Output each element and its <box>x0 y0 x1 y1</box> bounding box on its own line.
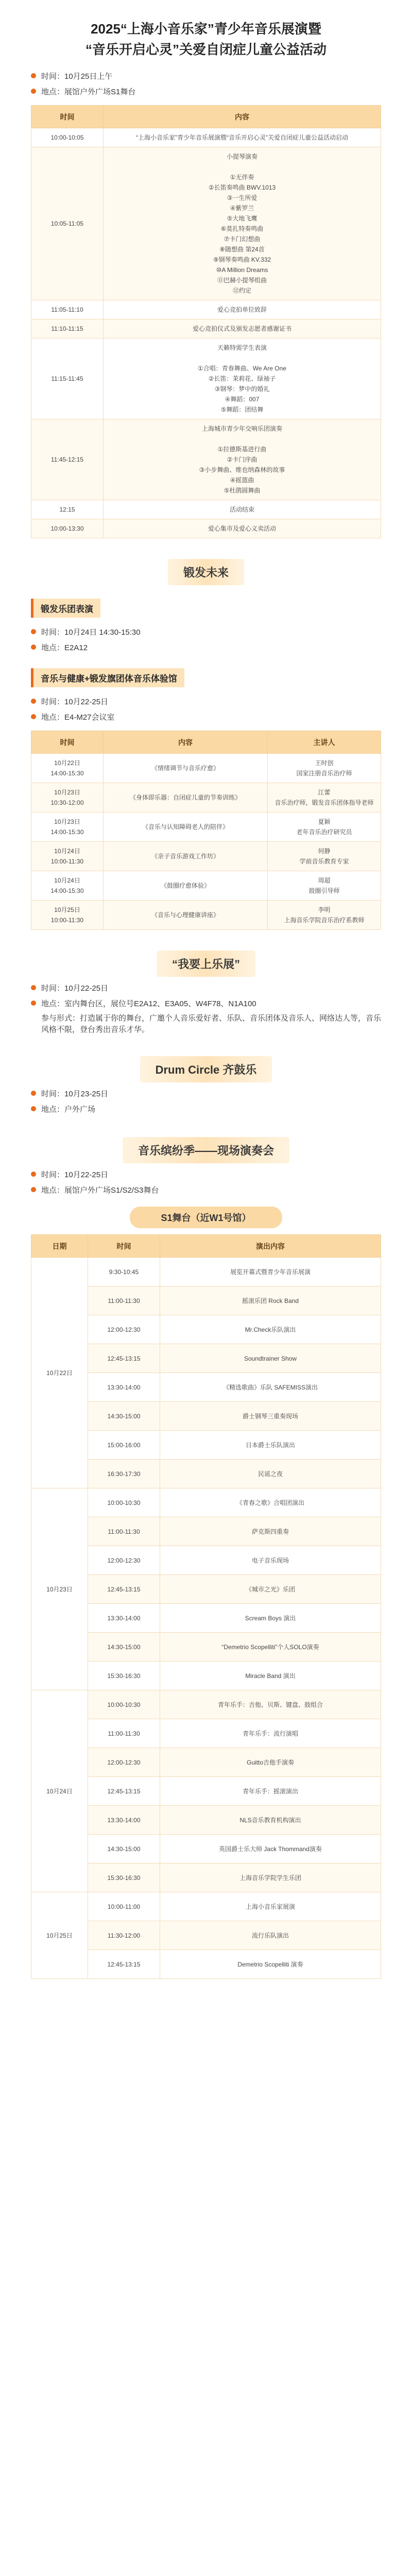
section-future <box>31 559 381 585</box>
table2-header-content: 内容 <box>104 731 268 754</box>
table3-cell-content: 萨克斯四重奏 <box>160 1517 381 1546</box>
event1-place-row <box>31 83 381 99</box>
section4-meta <box>0 1082 412 1116</box>
table3-cell-time: 11:30-12:00 <box>88 1921 160 1950</box>
table-row <box>31 319 381 338</box>
table3-cell-content: 日本爵士乐队演出 <box>160 1431 381 1460</box>
table3-cell-time: 12:45-13:15 <box>88 1575 160 1604</box>
table2-cell-time: 10月23日 14:00-15:30 <box>31 812 104 842</box>
table1-cell-time: 10:00-13:30 <box>31 519 104 538</box>
table1-cell-time: 11:10-11:15 <box>31 319 104 338</box>
table3-cell-content: 爵士钢琴三重奏现场 <box>160 1402 381 1431</box>
table3-cell-time: 14:30-15:00 <box>88 1402 160 1431</box>
section4-time: 时间：10月23-25日 <box>41 1089 109 1098</box>
schedule-table-1 <box>31 105 381 538</box>
table3-cell-time: 13:30-14:00 <box>88 1373 160 1402</box>
section-live-concert <box>31 1137 381 1163</box>
table2-header-time: 时间 <box>31 731 104 754</box>
table1-cell-content: 爱心集市及爱心义卖活动 <box>104 519 381 538</box>
table-row <box>31 500 381 519</box>
table2-cell-content: 《身体即乐器：自闭症儿童的节奏训练》 <box>104 783 268 812</box>
table-row <box>31 783 381 812</box>
event1-time-row <box>31 68 381 83</box>
sub-band-performance-title: 锻发乐团表演 <box>31 599 100 618</box>
sub1-meta <box>0 621 412 655</box>
table3-cell-content: Miracle Band 演出 <box>160 1662 381 1690</box>
table3-header-time: 时间 <box>88 1235 160 1258</box>
table-row <box>31 901 381 930</box>
table1-cell-content: 天籁特需学生表演 ①合唱：青春舞曲、We Are One ②长笛：茉莉花、绿袖子 ③钢琴：梦中的婚礼 ④舞蹈：007 ⑤舞蹈：团结舞 <box>104 338 381 419</box>
bullet-dot-icon <box>31 985 36 990</box>
bullet-dot-icon <box>31 1172 36 1177</box>
stage-s1-title: S1舞台（近W1号馆） <box>130 1207 282 1228</box>
sub2-meta <box>0 690 412 724</box>
table3-cell-time: 9:30-10:45 <box>88 1258 160 1286</box>
table3-cell-content: 上海小音乐家展演 <box>160 1892 381 1921</box>
schedule-table-2 <box>31 731 381 930</box>
table2-cell-time: 10月23日 10:30-12:00 <box>31 783 104 812</box>
table3-cell-content: 青年乐手：摇滚演出 <box>160 1777 381 1806</box>
table1-header-content: 内容 <box>104 106 381 128</box>
table3-cell-content: Scream Boys 演出 <box>160 1604 381 1633</box>
table3-cell-content: 电子音乐现场 <box>160 1546 381 1575</box>
table3-cell-time: 13:30-14:00 <box>88 1806 160 1835</box>
table3-cell-date: 10月25日 <box>31 1892 88 1979</box>
sub-band-performance <box>31 599 381 618</box>
table3-cell-time: 12:00-12:30 <box>88 1315 160 1344</box>
table3-cell-time: 10:00-10:30 <box>88 1690 160 1719</box>
table3-header-date: 日期 <box>31 1235 88 1258</box>
table2-cell-speaker: 夏颖 老年音乐治疗研究员 <box>268 812 381 842</box>
table1-cell-content: 小提琴演奏 ①无伴奏 ②长笛奏鸣曲 BWV.1013 ③一生所爱 ④紫罗兰 ⑤大地飞鹰 ⑥莫扎特奏鸣曲 ⑦卡门幻想曲 ⑧随想曲 第24首 ⑨钢琴奏鸣曲 KV.332 ⑩A Million Dreams ⑪巴赫小提琴组曲 ⑫约定 <box>104 147 381 300</box>
table3-cell-time: 12:45-13:15 <box>88 1777 160 1806</box>
table3-cell-content: 青年乐手：流行演唱 <box>160 1719 381 1748</box>
table1-cell-time: 11:45-12:15 <box>31 419 104 500</box>
section3-note: 参与形式：打造属于你的舞台，广邀个人音乐爱好者、乐队、音乐团体及音乐人、网络达人等，音乐风格不限，登台秀出音乐才华。 <box>41 1014 382 1034</box>
table3-cell-content: 《城市之光》乐团 <box>160 1575 381 1604</box>
section3-note-row <box>31 1011 381 1036</box>
page-title-line-2: “音乐开启心灵”关爱自闭症儿童公益活动 <box>85 42 327 57</box>
table3-cell-content: 摇滚乐团 Rock Band <box>160 1286 381 1315</box>
sub1-place-row <box>31 639 381 655</box>
bullet-dot-icon <box>31 89 36 94</box>
table3-cell-time: 11:00-11:30 <box>88 1719 160 1748</box>
bullet-dot-icon <box>31 645 36 650</box>
stage-s1-heading <box>0 1207 412 1228</box>
table3-cell-content: 流行乐队演出 <box>160 1921 381 1950</box>
sub2-place-row <box>31 709 381 724</box>
sub2-time-row <box>31 693 381 709</box>
table-row <box>31 812 381 842</box>
table-row <box>31 754 381 783</box>
table1-cell-content: 上海城市青少年交响乐团演奏 ①拉德斯基进行曲 ②卡门序曲 ③小步舞曲、维也纳森林的故事 ④摇篮曲 ⑤杜鹃圆舞曲 <box>104 419 381 500</box>
sub1-time: 时间：10月24日 14:30-15:30 <box>41 628 141 637</box>
table2-cell-content: 《情绪调节与音乐疗愈》 <box>104 754 268 783</box>
section5-place-row <box>31 1182 381 1197</box>
section3-time: 时间：10月22-25日 <box>41 984 109 993</box>
bullet-dot-icon <box>31 1001 36 1006</box>
section-stage-show-title: “我要上乐展” <box>157 951 255 977</box>
table1-cell-content: 活动结束 <box>104 500 381 519</box>
table3-cell-time: 15:30-16:30 <box>88 1662 160 1690</box>
table3-cell-content: 《精选歌曲》乐队 SAFEMISS演出 <box>160 1373 381 1402</box>
table3-cell-content: Demetrio Scopelliti 演奏 <box>160 1950 381 1979</box>
table2-cell-time: 10月24日 10:00-11:30 <box>31 842 104 871</box>
table3-cell-time: 15:00-16:00 <box>88 1431 160 1460</box>
bullet-dot-icon <box>31 714 36 719</box>
table1-cell-time: 11:15-11:45 <box>31 338 104 419</box>
table3-cell-time: 15:30-16:30 <box>88 1863 160 1892</box>
section4-place-row <box>31 1101 381 1116</box>
bullet-dot-icon <box>31 1187 36 1192</box>
table3-cell-time: 11:00-11:30 <box>88 1286 160 1315</box>
table2-cell-content: 《亲子音乐游戏工作坊》 <box>104 842 268 871</box>
table2-cell-content: 《鼓圈疗愈体验》 <box>104 871 268 901</box>
table-row <box>31 1892 381 1921</box>
section5-place: 地点：展馆户外广场S1/S2/S3舞台 <box>41 1185 159 1195</box>
table3-cell-time: 10:00-11:00 <box>88 1892 160 1921</box>
table2-cell-time: 10月22日 14:00-15:30 <box>31 754 104 783</box>
section5-time-row <box>31 1166 381 1182</box>
title-block <box>0 0 412 65</box>
table3-cell-time: 16:30-17:30 <box>88 1460 160 1488</box>
section4-time-row <box>31 1086 381 1101</box>
table-row <box>31 871 381 901</box>
section4-place: 地点：户外广场 <box>41 1105 96 1114</box>
table3-cell-time: 12:45-13:15 <box>88 1344 160 1373</box>
table3-cell-time: 10:00-10:30 <box>88 1488 160 1517</box>
section-stage-show <box>31 951 381 977</box>
event1-meta <box>0 65 412 99</box>
table3-cell-content: 民谣之夜 <box>160 1460 381 1488</box>
table1-cell-time: 10:05-11:05 <box>31 147 104 300</box>
table2-cell-content: 《音乐与认知障碍老人的陪伴》 <box>104 812 268 842</box>
schedule-table-3 <box>31 1234 381 1979</box>
table-row <box>31 300 381 319</box>
table3-cell-content: 展览开幕式暨青少年音乐展演 <box>160 1258 381 1286</box>
page-title-line-1: 2025“上海小音乐家”青少年音乐展演暨 <box>91 21 321 37</box>
table3-cell-date: 10月22日 <box>31 1258 88 1488</box>
bullet-dot-icon <box>31 699 36 704</box>
table-row <box>31 1690 381 1719</box>
table-row <box>31 519 381 538</box>
table2-cell-speaker: 江蕾 音乐治疗师，锻发音乐团体指导老师 <box>268 783 381 812</box>
table3-cell-content: NLS音乐教育机构演出 <box>160 1806 381 1835</box>
table3-cell-time: 12:45-13:15 <box>88 1950 160 1979</box>
section5-meta <box>0 1163 412 1197</box>
table3-cell-time: 12:00-12:30 <box>88 1546 160 1575</box>
bullet-dot-icon <box>31 73 36 78</box>
table2-cell-content: 《音乐与心理健康讲座》 <box>104 901 268 930</box>
table3-cell-date: 10月24日 <box>31 1690 88 1892</box>
table2-cell-time: 10月25日 10:00-11:30 <box>31 901 104 930</box>
table-row <box>31 128 381 147</box>
bullet-dot-icon <box>31 1106 36 1111</box>
table3-cell-time: 11:00-11:30 <box>88 1517 160 1546</box>
section-live-concert-title: 音乐缤纷季——现场演奏会 <box>123 1137 289 1163</box>
sub2-place: 地点：E4-M27会议室 <box>41 713 115 722</box>
table-row <box>31 1488 381 1517</box>
section5-time: 时间：10月22-25日 <box>41 1170 109 1179</box>
table-row <box>31 147 381 300</box>
table3-cell-content: 英国爵士乐大师 Jack Thommand演奏 <box>160 1835 381 1863</box>
table3-cell-content: 青年乐手：吉他、贝斯、键盘、鼓组合 <box>160 1690 381 1719</box>
table3-cell-content: Soundtrainer Show <box>160 1344 381 1373</box>
sub1-place: 地点：E2A12 <box>41 643 88 652</box>
table2-cell-speaker: 李明 上海音乐学院音乐治疗系教师 <box>268 901 381 930</box>
table3-cell-content: Guitto吉他手演奏 <box>160 1748 381 1777</box>
table2-cell-speaker: 王时创 国家注册音乐治疗师 <box>268 754 381 783</box>
table1-cell-time: 11:05-11:10 <box>31 300 104 319</box>
sub-music-health-title: 音乐与健康+锻发旗团体音乐体验馆 <box>31 668 184 687</box>
table-row <box>31 842 381 871</box>
sub2-time: 时间：10月22-25日 <box>41 697 109 706</box>
section-drum-circle-title: Drum Circle 齐鼓乐 <box>140 1056 272 1082</box>
bullet-dot-icon <box>31 629 36 634</box>
table-row <box>31 1258 381 1286</box>
table2-cell-speaker: 何静 学前音乐教育专家 <box>268 842 381 871</box>
table1-cell-content: “上海小音乐家”青少年音乐展演暨“音乐开启心灵”关爱自闭症儿童公益活动启动 <box>104 128 381 147</box>
table3-cell-content: 上海音乐学院学生乐团 <box>160 1863 381 1892</box>
table3-header-content: 演出内容 <box>160 1235 381 1258</box>
table3-cell-content: Mr.Check乐队演出 <box>160 1315 381 1344</box>
table3-cell-date: 10月23日 <box>31 1488 88 1690</box>
section-drum-circle <box>31 1056 381 1082</box>
sub1-time-row <box>31 624 381 639</box>
table2-header-speaker: 主讲人 <box>268 731 381 754</box>
table1-cell-content: 爱心竞拍单位致辞 <box>104 300 381 319</box>
table-row <box>31 338 381 419</box>
section3-meta <box>0 977 412 1036</box>
sub-music-health <box>31 668 381 687</box>
section3-time-row <box>31 980 381 995</box>
table2-cell-time: 10月24日 14:00-15:30 <box>31 871 104 901</box>
section3-place: 地点：室内舞台区，展位号E2A12、E3A05、W4F78、N1A100 <box>41 999 256 1008</box>
event1-place: 地点：展馆户外广场S1舞台 <box>41 87 136 96</box>
table3-cell-time: 13:30-14:00 <box>88 1604 160 1633</box>
event1-time: 时间：10月25日上午 <box>41 72 113 81</box>
table3-cell-time: 14:30-15:00 <box>88 1835 160 1863</box>
bullet-dot-icon <box>31 1091 36 1096</box>
table2-cell-speaker: 周超 鼓圈引导师 <box>268 871 381 901</box>
table3-cell-time: 14:30-15:00 <box>88 1633 160 1662</box>
table1-header-time: 时间 <box>31 106 104 128</box>
section-future-title: 锻发未来 <box>168 559 244 585</box>
table1-cell-content: 爱心竞拍仪式及颁发志愿者感谢证书 <box>104 319 381 338</box>
table-row <box>31 419 381 500</box>
table1-cell-time: 12:15 <box>31 500 104 519</box>
section3-place-row <box>31 995 381 1011</box>
table3-cell-time: 12:00-12:30 <box>88 1748 160 1777</box>
table3-cell-content: 《青春之歌》合唱团演出 <box>160 1488 381 1517</box>
table3-cell-content: “Demetrio Scopelliti”个人SOLO演奏 <box>160 1633 381 1662</box>
table1-cell-time: 10:00-10:05 <box>31 128 104 147</box>
